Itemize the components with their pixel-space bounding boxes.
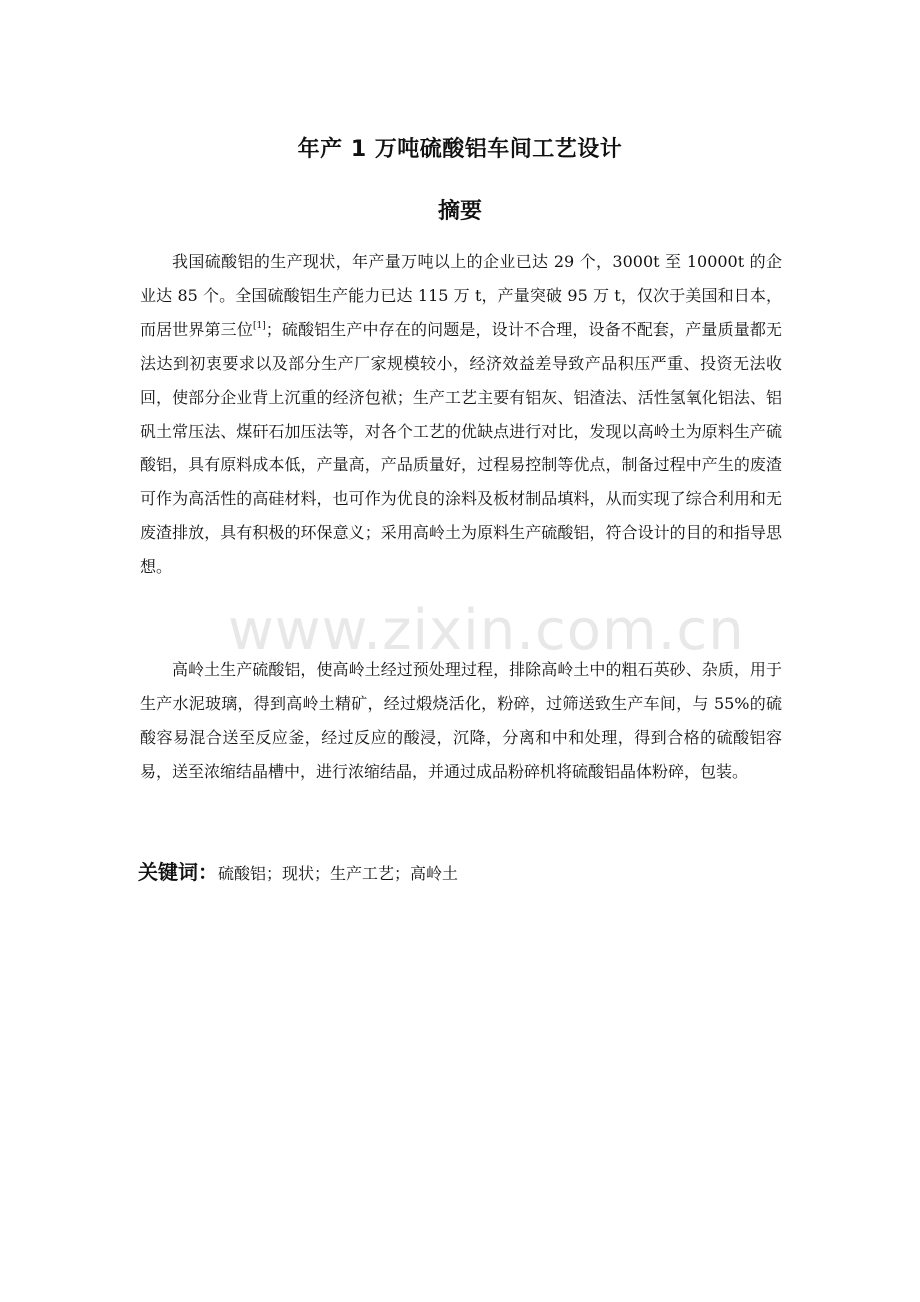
keywords-line (138, 856, 458, 890)
abstract-heading: 摘要 (437, 199, 482, 224)
abstract-paragraph-2: 高岭土生产硫酸铝，使高岭土经过预处理过程，排除高岭土中的粗石英砂、杂质，用于生产水泥玻璃，得到高岭土精矿，经过煅烧活化，粉碎，过筛送致生产车间，与 55%的硫酸容易混合送至反应釜，经过反应的酸浸，沉降，分离和中和处理，得到合格的硫酸铝容易，送至浓缩结晶槽中，进行浓缩结晶，并通过成品粉碎机将硫酸铝晶体粉碎，包装。 (140, 660, 782, 781)
keywords-value: 硫酸铝；现状；生产工艺；高岭土 (218, 864, 459, 883)
citation-reference[interactable]: [1] (252, 320, 266, 331)
document-title: 年产 1 万吨硫酸铝车间工艺设计 (297, 137, 623, 162)
abstract-paragraph-1 (140, 245, 782, 584)
keywords-label: 关键词： (138, 860, 218, 884)
paragraph-1-text-a: 我国硫酸铝的生产现状，年产量万吨以上的企业已达 29 个，3000t 至 10000t 的企业达 85 个。全国硫酸铝生产能力已达 115 万 t，产量突破 95 万 t，仅次于美国和日本，而居世界第三位 (140, 252, 782, 339)
watermark: www.zixin.com.cn (228, 598, 745, 663)
paragraph-1-text-b: ；硫酸铝生产中存在的问题是，设计不合理，设备不配套，产量质量都无法达到初衷要求以及部分生产厂家规模较小，经济效益差导致产品积压严重、投资无法收回，使部分企业背上沉重的经济包袱；生产工艺主要有铝灰、铝渣法、活性氢氧化铝法、铝矾土常压法、煤矸石加压法等，对各个工艺的优缺点进行对比，发现以高岭土为原料生产硫酸铝，具有原料成本低，产量高，产品质量好，过程易控制等优点，制备过程中产生的废渣可作为高活性的高硅材料，也可作为优良的涂料及板材制品填料，从而实现了综合利用和无废渣排放，具有积极的环保意义；采用高岭土为原料生产硫酸铝，符合设计的目的和指导思想。 (140, 319, 782, 577)
